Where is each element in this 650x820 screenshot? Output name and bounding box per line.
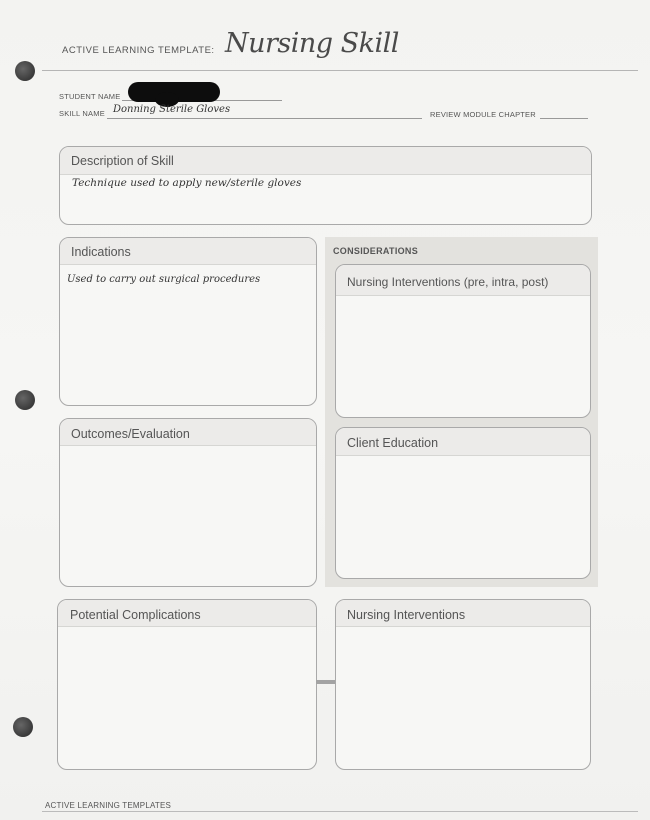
client-education-box[interactable] [335, 427, 591, 579]
template-label: ACTIVE LEARNING TEMPLATE: [62, 45, 215, 56]
binder-hole-middle [15, 390, 35, 410]
header-divider [42, 70, 638, 71]
outcomes-box[interactable] [59, 418, 317, 587]
indications-box[interactable] [59, 237, 317, 406]
binder-hole-top [15, 61, 35, 81]
binder-hole-bottom [13, 717, 33, 737]
indications-title: Indications [71, 245, 131, 259]
considerations-label: CONSIDERATIONS [333, 246, 419, 256]
review-module-line[interactable] [540, 118, 588, 119]
client-education-title: Client Education [347, 436, 439, 450]
nursing-interventions-title: Nursing Interventions [347, 608, 466, 622]
nursing-interventions-box[interactable] [335, 599, 591, 770]
indications-text: Used to carry out surgical procedures [67, 274, 261, 285]
student-name-label: STUDENT NAME [59, 92, 121, 101]
outcomes-title: Outcomes/Evaluation [71, 427, 190, 441]
page-title: Nursing Skill [225, 28, 399, 59]
potential-complications-title: Potential Complications [70, 608, 201, 622]
potential-complications-box[interactable] [57, 599, 317, 770]
nursing-interventions-pip-box[interactable] [335, 264, 591, 418]
section-connector [316, 680, 336, 684]
description-text: Technique used to apply new/sterile gloves [72, 177, 302, 189]
description-box[interactable] [59, 146, 592, 225]
skill-name-label: SKILL NAME [59, 109, 105, 118]
footer-divider [42, 811, 638, 812]
nursing-interventions-pip-title: Nursing Interventions (pre, intra, post) [347, 275, 549, 289]
footer-label: ACTIVE LEARNING TEMPLATES [45, 801, 172, 810]
review-module-label: REVIEW MODULE CHAPTER [430, 110, 536, 119]
description-title: Description of Skill [71, 154, 174, 168]
skill-name-line[interactable] [107, 118, 422, 119]
skill-name-value: Donning Sterile Gloves [113, 104, 231, 115]
